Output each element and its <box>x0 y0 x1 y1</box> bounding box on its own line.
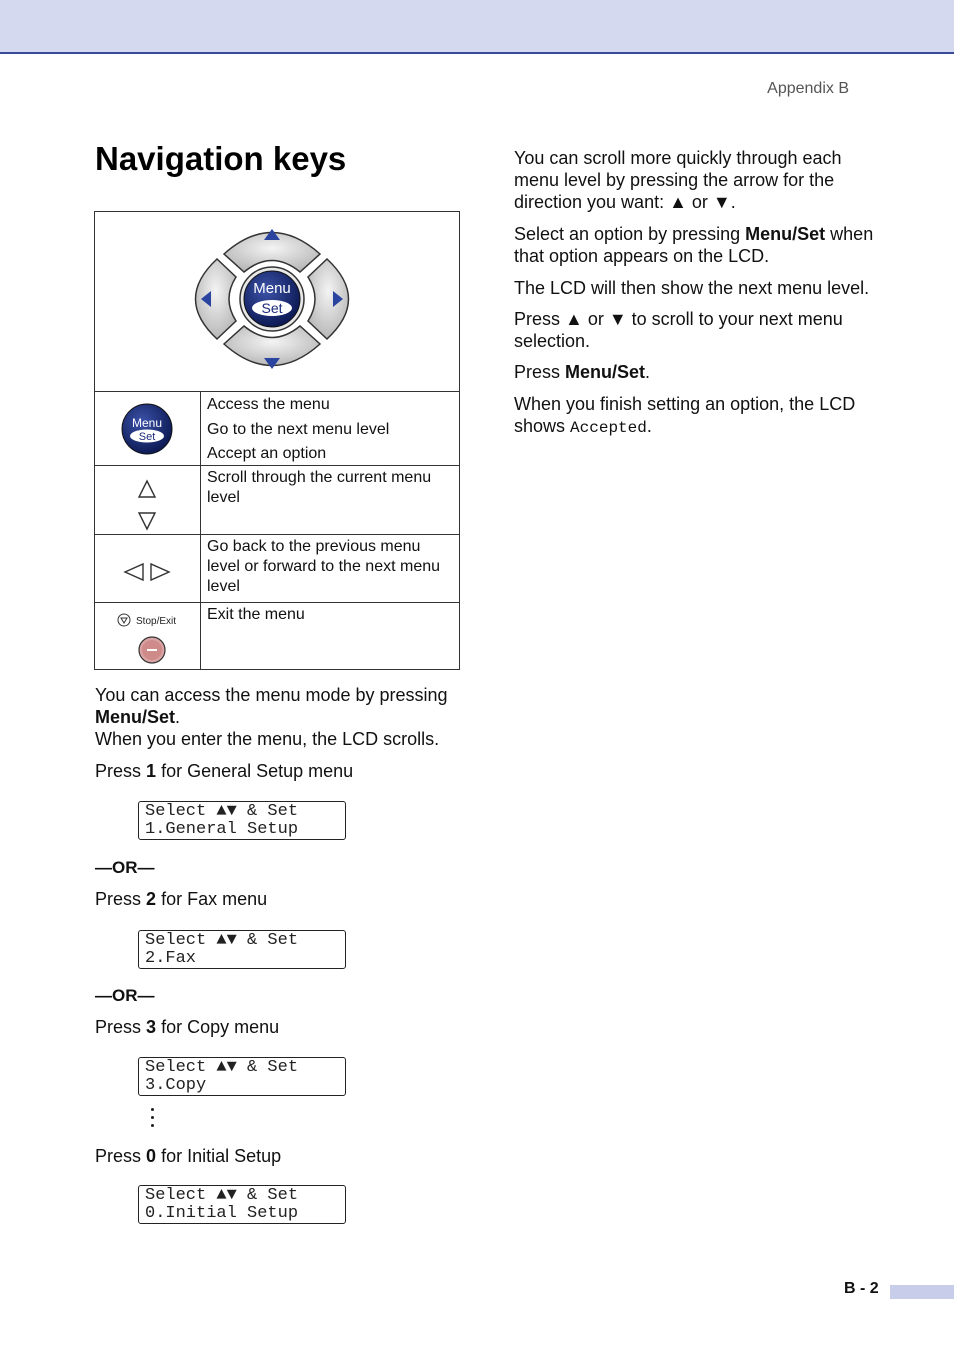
row-text-line: level <box>207 489 240 506</box>
table-row <box>95 603 459 670</box>
lcd-display: Select ▲▼ & Set 3.Copy <box>138 1057 346 1096</box>
row-text-line: Access the menu <box>207 396 330 413</box>
right-paragraph: When you finish setting an option, the LCD shows Accepted. <box>514 394 856 437</box>
svg-text:Menu: Menu <box>131 416 163 430</box>
menu-label: Menu <box>253 280 291 297</box>
row-text-line: Go to the next menu level <box>207 420 390 438</box>
page-footer-bar <box>890 1285 954 1299</box>
navigation-pad-illustration <box>95 212 459 392</box>
press-instruction: Press 0 for Initial Setup <box>95 1146 282 1166</box>
up-down-arrows-icon <box>95 466 200 535</box>
svg-text:Set: Set <box>138 431 156 443</box>
section-label: Appendix B <box>767 80 849 97</box>
table-row <box>95 535 459 603</box>
intro-paragraph: You can access the menu mode by pressing Menu/Set. When you enter the menu, the LCD scrolls. <box>95 685 448 749</box>
table-row <box>95 466 459 535</box>
right-paragraph: Press ▲ or ▼ to scroll to your next menu selection. <box>514 309 843 351</box>
row-text-line: Accept an option <box>207 445 327 462</box>
lcd-display: Select ▲▼ & Set 2.Fax <box>138 930 346 969</box>
row-text-line: Go back to the previous menu <box>207 538 421 555</box>
or-separator: —OR— <box>95 986 155 1005</box>
set-label: Set <box>261 300 283 316</box>
press-instruction: Press 1 for General Setup menu <box>95 761 354 781</box>
row-text-line: level or forward to the next menu <box>207 558 441 575</box>
row-text-line: Exit the menu <box>207 606 305 623</box>
continuation-dots <box>151 1108 155 1132</box>
page-number: B - 2 <box>844 1280 879 1297</box>
nav-pad-icon <box>95 212 459 391</box>
press-instruction: Press 3 for Copy menu <box>95 1017 280 1037</box>
row-text-line: Scroll through the current menu <box>207 469 432 486</box>
or-separator: —OR— <box>95 858 155 877</box>
right-paragraph: Press Menu/Set. <box>514 362 651 382</box>
table-row <box>95 391 459 466</box>
svg-text:Stop/Exit: Stop/Exit <box>136 616 177 627</box>
right-paragraph: Select an option by pressing Menu/Set when that option appears on the LCD. <box>514 224 874 266</box>
right-paragraph: The LCD will then show the next menu level. <box>514 278 870 298</box>
left-right-arrows-icon <box>95 535 200 603</box>
lcd-display: Select ▲▼ & Set 0.Initial Setup <box>138 1185 346 1224</box>
menu-set-button-icon <box>95 391 200 466</box>
top-header-bar <box>0 0 954 54</box>
page-title: Navigation keys <box>95 140 347 177</box>
lcd-display: Select ▲▼ & Set 1.General Setup <box>138 801 346 840</box>
press-instruction: Press 2 for Fax menu <box>95 889 268 909</box>
stop-exit-button-icon <box>95 603 200 670</box>
right-paragraph: You can scroll more quickly through each menu level by pressing the arrow for the direction you want: ▲ or ▼. <box>514 148 842 212</box>
navigation-keys-table <box>94 211 460 670</box>
row-text-line: level <box>207 578 240 595</box>
